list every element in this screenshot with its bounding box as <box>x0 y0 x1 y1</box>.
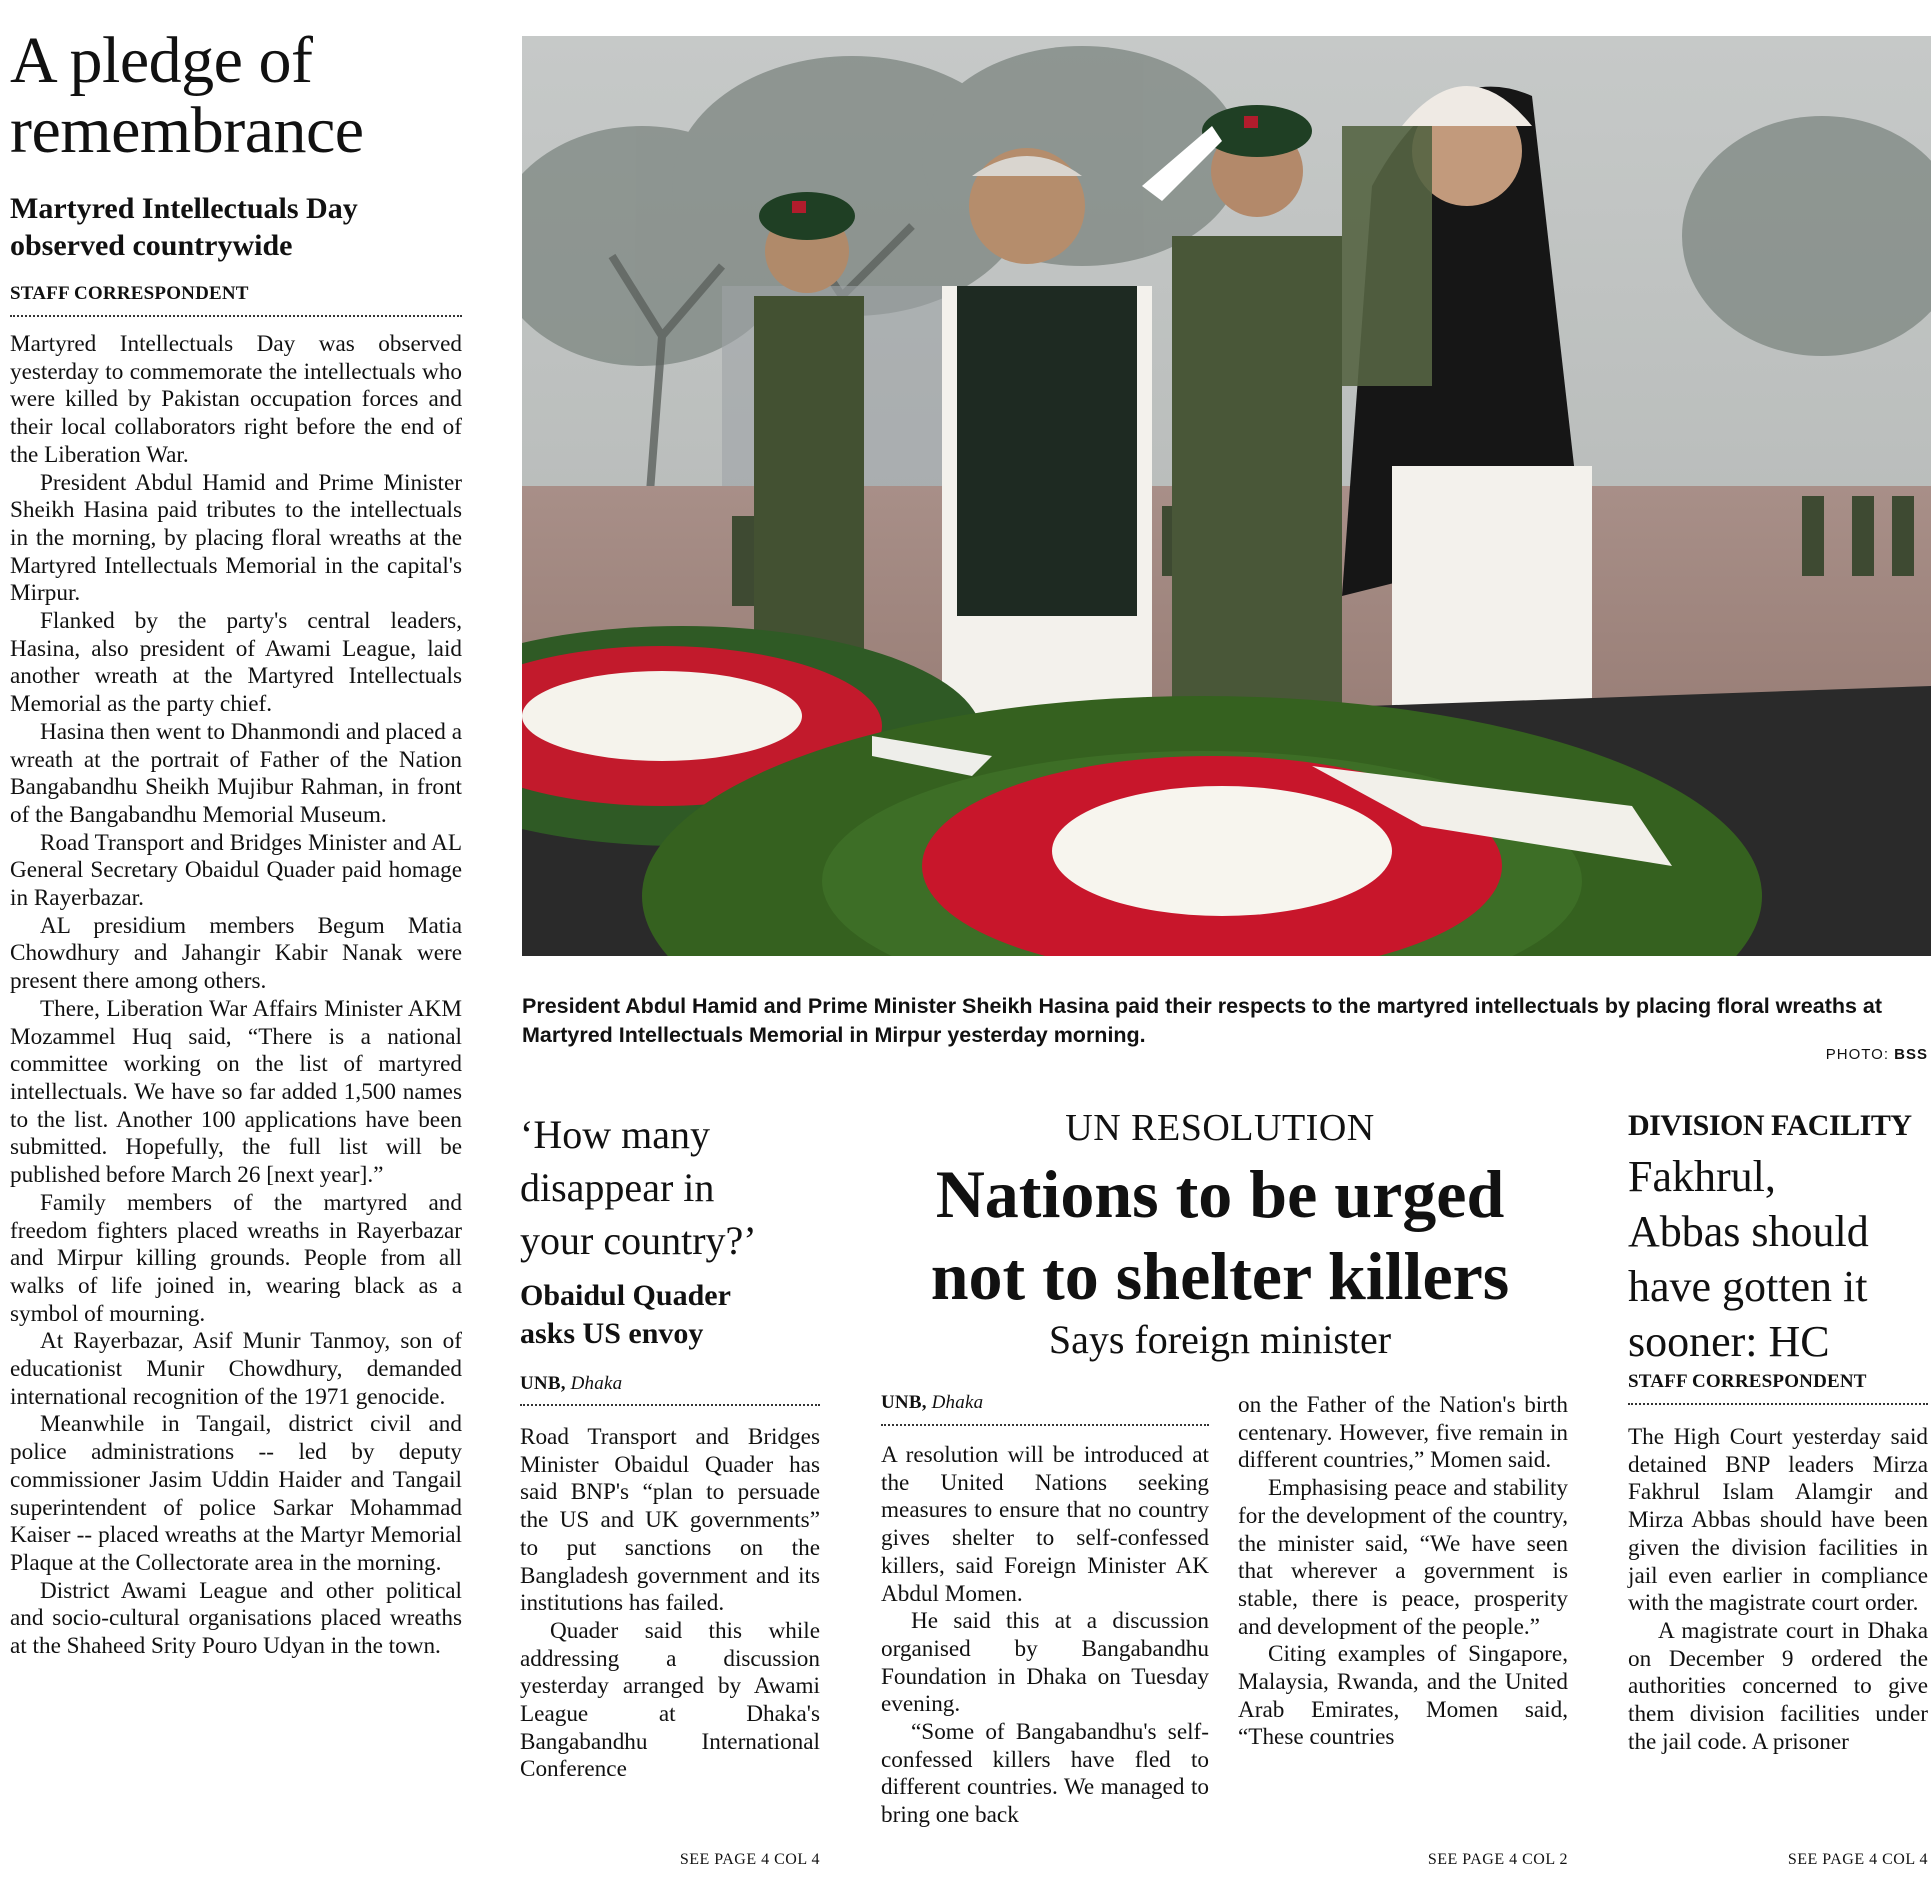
quader-story-paragraph: Quader said this while addressing a discussion yesterday arranged by Awami League at Dhaka's Bangabandhu International Conference <box>520 1617 820 1783</box>
division-headline-line1: Fakhrul, <box>1628 1152 1776 1201</box>
quader-headline-line3: your country?’ <box>520 1218 757 1263</box>
division-headline-line3: have gotten it <box>1628 1262 1868 1311</box>
news-photo <box>522 36 1931 956</box>
left-subhead-line2: observed countrywide <box>10 229 293 262</box>
quader-subhead-line2: asks US envoy <box>520 1317 704 1350</box>
quader-subhead <box>520 1277 840 1353</box>
quader-byline-place: Dhaka <box>570 1373 623 1394</box>
photo-credit-label: PHOTO: <box>1825 1046 1889 1063</box>
quader-byline-rule <box>520 1404 820 1406</box>
un-body-col1 <box>881 1442 1209 1830</box>
photo-credit <box>1800 1046 1928 1063</box>
un-subhead: Says foreign minister <box>1048 1317 1392 1362</box>
left-headline-line1: A pledge of <box>10 24 313 97</box>
quader-headline-line2: disappear in <box>520 1165 715 1210</box>
un-story-col1-paragraph: A resolution will be introduced at the United Nations seeking measures to ensure that no country gives shelter to self-confessed killers, said Foreign Minister AK Abdul Momen. <box>881 1442 1209 1607</box>
un-byline-place: Dhaka <box>931 1392 984 1413</box>
division-headline <box>1628 1149 1928 1369</box>
un-story-col1-paragraph: “Some of Bangabandhu's self-confessed killers have fled to different countries. We managed to bring one back <box>881 1719 1209 1829</box>
un-story-col2-paragraph: Citing examples of Singapore, Malaysia, Rwanda, and the United Arab Emirates, Momen said, “These countries <box>1238 1641 1568 1751</box>
division-byline-rule <box>1628 1403 1928 1405</box>
un-headline-line2: not to shelter killers <box>930 1238 1510 1314</box>
left-story-paragraph: Meanwhile in Tangail, district civil and police administrations -- led by deputy commissioner Jasim Uddin Haider and Tangail superintendent of police Sarkar Mohammad Kaiser -- placed wreaths at the Martyr Memorial Plaque at the Collectorate area in the morning. <box>10 1411 462 1576</box>
un-byline <box>881 1392 983 1414</box>
quader-byline-agency: UNB, <box>520 1373 566 1394</box>
left-story-paragraph: Road Transport and Bridges Minister and AL General Secretary Obaidul Quader paid homage in Rayerbazar. <box>10 829 462 912</box>
quader-byline <box>520 1373 622 1395</box>
left-story-paragraph: Martyred Intellectuals Day was observed yesterday to commemorate the intellectuals who were killed by Pakistan occupation forces and their local collaborators right before the end of the Liberation War. <box>10 331 462 468</box>
photo-caption: President Abdul Hamid and Prime Minister Sheikh Hasina paid their respects to the martyred intellectuals by placing floral wreaths at Martyred Intellectuals Memorial in Mirpur yesterday morning. <box>522 994 1883 1047</box>
quader-body <box>520 1424 820 1784</box>
division-byline: STAFF CORRESPONDENT <box>1628 1371 1867 1392</box>
left-byline: STAFF CORRESPONDENT <box>10 283 249 304</box>
left-story-paragraph: District Awami League and other political and socio-cultural organisations placed wreaths at the Shaheed Srity Pouro Udyan in the town. <box>10 1577 462 1660</box>
quader-story-paragraph: Road Transport and Bridges Minister Obaidul Quader has said BNP's “plan to persuade the US and UK governments” to put sanctions on the Bangladesh government and its institutions has failed. <box>520 1424 820 1617</box>
un-jump[interactable]: SEE PAGE 4 COL 2 <box>1427 1851 1568 1868</box>
un-story-col2-paragraph: on the Father of the Nation's birth centenary. However, five remain in different countries,” Momen said. <box>1238 1392 1568 1474</box>
left-headline-line2: remembrance <box>10 94 364 167</box>
left-subhead-line1: Martyred Intellectuals Day <box>10 192 358 225</box>
un-byline-rule <box>881 1424 1209 1426</box>
left-headline <box>10 26 510 166</box>
quader-headline <box>520 1108 840 1267</box>
left-body <box>10 331 462 1661</box>
division-headline-line4: sooner: HC <box>1628 1317 1830 1366</box>
quader-subhead-line1: Obaidul Quader <box>520 1279 731 1312</box>
un-headline <box>870 1153 1570 1317</box>
soldier-right <box>1342 126 1432 386</box>
left-story-paragraph: Hasina then went to Dhanmondi and placed a wreath at the portrait of Father of the Nation Bangabandhu Sheikh Mujibur Rahman, in front of the Bangabandhu Memorial Museum. <box>10 718 462 828</box>
un-byline-agency: UNB, <box>881 1392 927 1413</box>
quader-jump[interactable]: SEE PAGE 4 COL 4 <box>679 1851 820 1868</box>
left-story-paragraph: There, Liberation War Affairs Minister AKM Mozammel Huq said, “There is a national committee working on the list of martyred intellectuals. We have so far added 1,500 names to the list. Another 100 applications have been submitted. Hopefully, the full list will be published before March 26 [next year].” <box>10 995 462 1189</box>
division-story-paragraph: The High Court yesterday said detained BNP leaders Mirza Fakhrul Islam Alamgir and Mirza Abbas should have been given the division facilities in jail even earlier in compliance with the magistrate court order. <box>1628 1424 1928 1617</box>
left-byline-rule <box>10 315 462 317</box>
un-story-col1-paragraph: He said this at a discussion organised by Bangabandhu Foundation in Dhaka on Tuesday evening. <box>881 1608 1209 1718</box>
division-body <box>1628 1424 1928 1756</box>
left-story-paragraph: At Rayerbazar, Asif Munir Tanmoy, son of educationist Munir Chowdhury, demanded international recognition of the 1971 genocide. <box>10 1328 462 1410</box>
left-story-paragraph: AL presidium members Begum Matia Chowdhury and Jahangir Kabir Nanak were present there among others. <box>10 912 462 995</box>
quader-headline-line1: ‘How many <box>520 1112 710 1157</box>
photo-credit-source: BSS <box>1894 1046 1928 1063</box>
left-story-paragraph: Flanked by the party's central leaders, Hasina, also president of Awami League, laid another wreath at the Martyred Intellectuals Memorial as the party chief. <box>10 608 462 718</box>
division-story-paragraph: A magistrate court in Dhaka on December 9 ordered the authorities concerned to give them division facilities under the jail code. A prisoner <box>1628 1617 1928 1755</box>
left-subhead <box>10 190 470 264</box>
division-headline-line2: Abbas should <box>1628 1207 1869 1256</box>
un-headline-line1: Nations to be urged <box>935 1156 1505 1232</box>
division-jump[interactable]: SEE PAGE 4 COL 4 <box>1787 1851 1928 1868</box>
un-story-col2-paragraph: Emphasising peace and stability for the development of the country, the minister said, “We have seen that wherever a government is stable, there is peace, prosperity and development of the people.” <box>1238 1475 1568 1640</box>
un-kicker: UN RESOLUTION <box>1065 1107 1375 1149</box>
un-body-col2 <box>1238 1392 1568 1752</box>
division-kicker: DIVISION FACILITY <box>1628 1109 1912 1142</box>
left-story-paragraph: President Abdul Hamid and Prime Minister Sheikh Hasina paid tributes to the intellectuals in the morning, by placing floral wreaths at the Martyred Intellectuals Memorial in the capital's Mirpur. <box>10 469 462 607</box>
memorial-photo-illustration <box>522 36 1931 956</box>
left-story-paragraph: Family members of the martyred and freedom fighters placed wreaths in Rayerbazar and Mirpur killing grounds. People from all walks of life joined in, wearing black as a symbol of mourning. <box>10 1189 462 1327</box>
